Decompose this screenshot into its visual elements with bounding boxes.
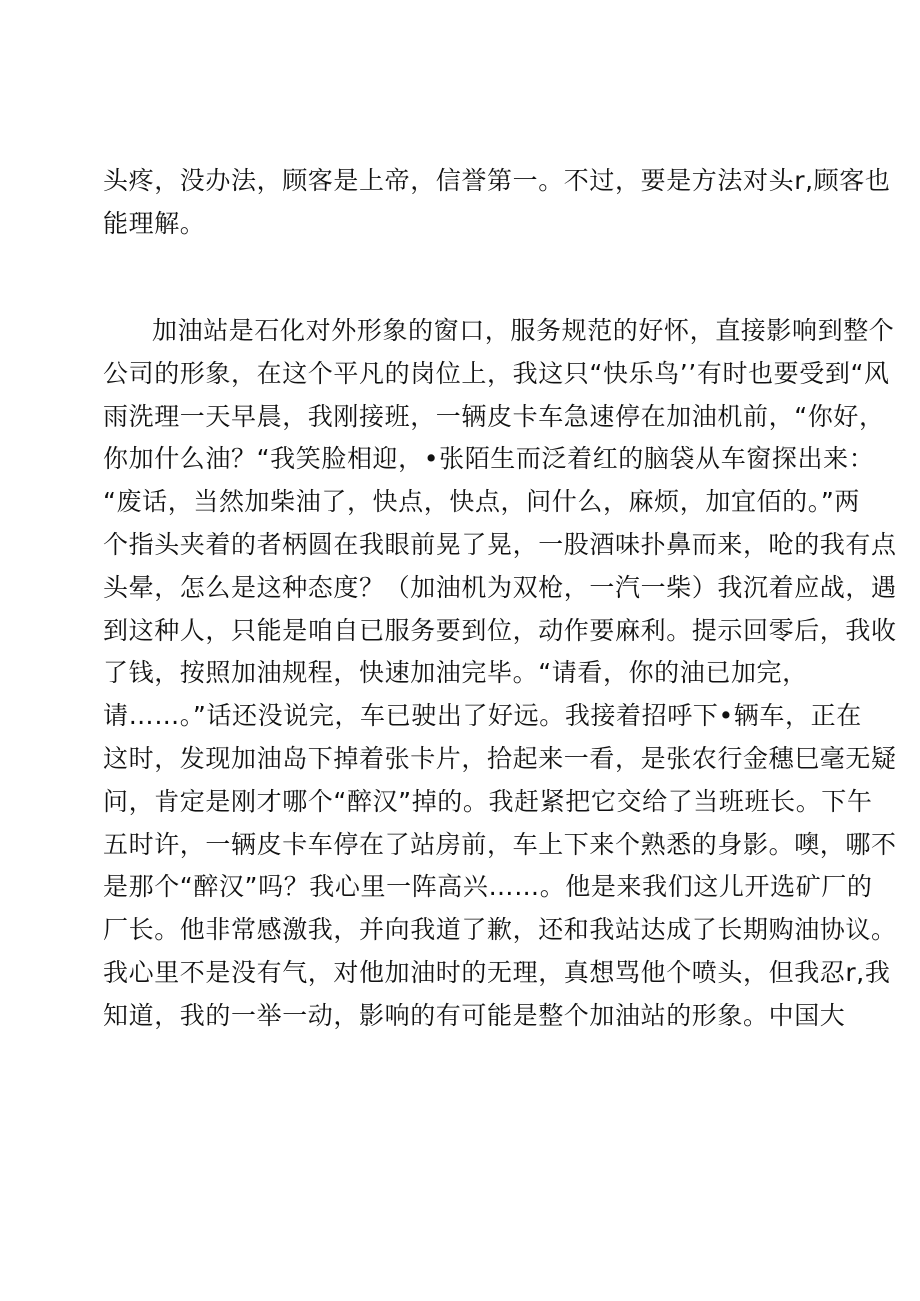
text-line: 是那个“醉汉”吗？我心里一阵高兴……。他是来我们这儿开选矿厂的: [103, 872, 873, 902]
text-line: 知道，我的一举一动，影响的有可能是整个加油站的形象。中国大: [103, 1000, 846, 1030]
text-line: 这时，发现加油岛下掉着张卡片，拾起来一看，是张农行金穗巳毫无疑: [103, 744, 897, 773]
text-line: 五时许，一辆皮卡车停在了站房前，车上下来个熟悉的身影。噢，哪不: [103, 829, 897, 859]
text-line: 能理解。: [103, 208, 206, 238]
text-line: 到这种人，只能是咱自已服务要到位，动作要麻利。提示回零后，我收: [103, 615, 897, 645]
text-line: 头疼，没办法，顾客是上帝，信誉第一。不过，要是方法对头r,顾客也: [103, 166, 891, 195]
text-line: 雨洗理一天早晨，我刚接班，一辆皮卡车急速停在加油机前，“你好，: [103, 401, 885, 431]
text-line: 公司的形象，在这个平凡的岗位上，我这只“快乐鸟’’有时也要受到“风: [103, 358, 890, 388]
text-line: 问，肯定是刚才哪个“醉汉”掉的。我赶紧把它交给了当班班长。下午: [103, 786, 873, 816]
text-line: 加油站是石化对外形象的窗口，服务规范的好怀，直接影响到整个: [152, 316, 895, 345]
text-line: 请……。”话还没说完，车已驶出了好远。我接着招呼下•辆车，正在: [103, 701, 862, 731]
text-line: 头晕，怎么是这种态度？（加油机为双枪，一汽一柴）我沉着应战，遇: [103, 572, 897, 602]
text-line: 厂长。他非常感激我，并向我道了歉，还和我站达成了长期购油协议。: [103, 915, 897, 945]
text-line: “废话，当然加柴油了，快点，快点，问什么，麻烦，加宜佰的。”两: [103, 487, 861, 517]
text-line: 我心里不是没有气，对他加油时的无理，真想骂他个喷头，但我忍r,我: [103, 958, 891, 987]
text-line: 个指头夹着的者柄圆在我眼前晃了晃，一股酒味扑鼻而来，呛的我有点: [103, 530, 897, 559]
text-line: 你加什么油？“我笑脸相迎，•张陌生而泛着红的脑袋从车窗探出来：: [103, 444, 875, 474]
text-line: 了钱，按照加油规程，快速加油完毕。“请看，你的油已加完，: [103, 658, 808, 688]
